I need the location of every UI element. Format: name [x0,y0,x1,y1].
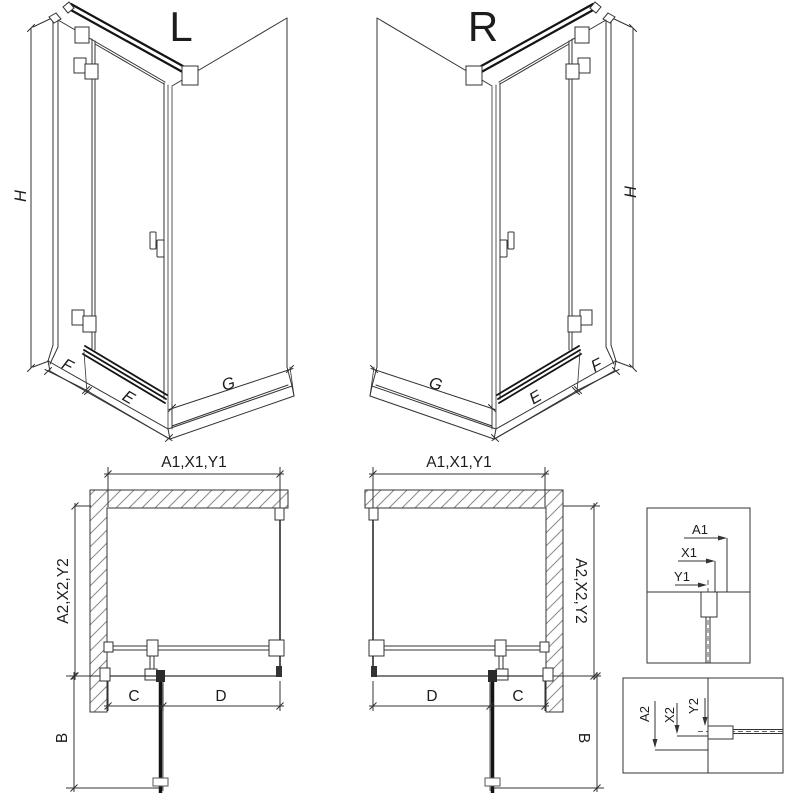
detail-y2-label: Y2 [686,698,701,714]
plan-left-dim-a1-label: A1,X1,Y1 [161,454,227,471]
plan-right-dim-d-label: D [426,688,438,705]
door-handle-right [485,778,500,786]
detail-box-wall-profile [647,508,750,663]
plan-left-dim-a2-label: A2,X2,Y2 [55,558,72,624]
plan-left-dim-b-label: B [54,732,71,744]
plan-view-left [54,454,288,793]
plan-left-dim-c-label: C [128,688,140,705]
plan-right-dim-b-label: B [575,732,592,744]
door-handle-left [153,778,168,786]
wall-section-right [365,490,563,712]
plan-right-dim-a1-label: A1,X1,Y1 [426,454,492,471]
iso-right-dim-g-label: G [426,373,445,395]
detail-box-floor-profile [623,678,783,773]
iso-view-left [12,2,294,442]
detail-y1-label: Y1 [674,569,690,584]
iso-left-dim-g-label: G [219,373,238,395]
iso-right-dim-h-label: H [622,186,640,198]
plan-right-dim-c-label: C [512,688,524,705]
iso-left-dim-e-label: E [119,387,138,409]
detail-x1-label: X1 [681,545,697,560]
detail-a1-label: A1 [692,522,708,537]
iso-left-title: L [169,3,193,50]
iso-right-dim-e-label: E [526,387,545,409]
iso-left-dim-f-label: F [58,355,76,376]
detail-x2-label: X2 [662,707,677,723]
iso-view-right [370,2,640,442]
iso-left-dim-h-label: H [12,190,30,202]
detail-a2-label: A2 [637,706,652,722]
plan-right-dim-a2-label: A2,X2,Y2 [572,558,589,624]
plan-view-right [365,454,604,793]
wall-section-left [90,490,288,712]
iso-right-title: R [467,3,499,50]
iso-right-dim-f-label: F [588,355,606,376]
plan-left-dim-d-label: D [215,688,227,705]
